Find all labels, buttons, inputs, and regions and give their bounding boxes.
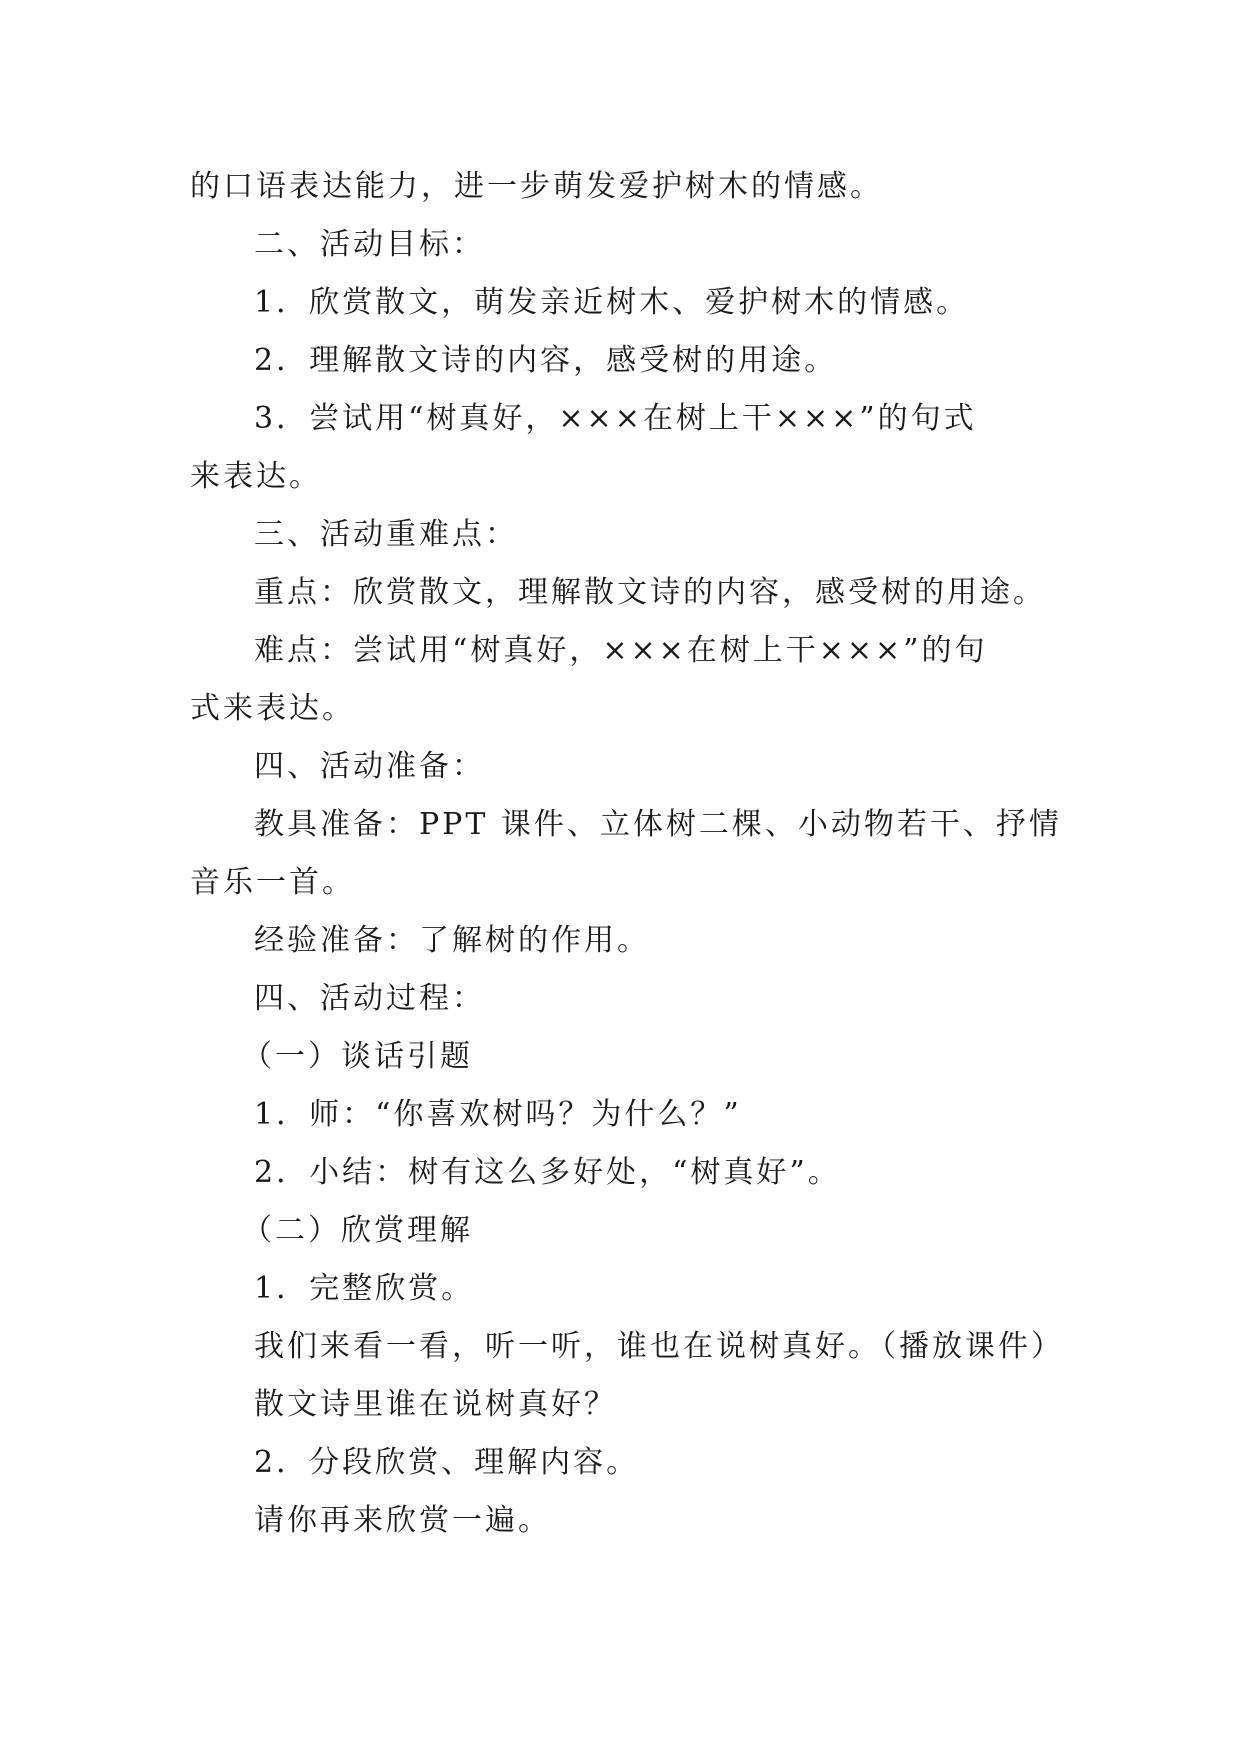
- goal-item-3: 3．尝试用“树真好，×××在树上干×××”的句式: [254, 401, 977, 436]
- difficult-point-continuation: 式来表达。: [190, 691, 355, 726]
- section-heading-preparation: 四、活动准备：: [254, 749, 485, 784]
- section-heading-key-points: 三、活动重难点：: [254, 517, 518, 552]
- process-step-2: 2．小结：树有这么多好处，“树真好”。: [254, 1155, 841, 1190]
- document-body: [190, 158, 1064, 1550]
- materials-preparation-line: 教具准备：PPT 课件、立体树二棵、小动物若干、抒情: [254, 807, 1062, 842]
- appreciation-instruction: 我们来看一看，听一听，谁也在说树真好。（播放课件）: [254, 1329, 1064, 1364]
- section-heading-goals: 二、活动目标：: [254, 227, 485, 262]
- materials-preparation-continuation: 音乐一首。: [190, 865, 355, 900]
- experience-preparation-line: 经验准备：了解树的作用。: [254, 923, 650, 958]
- subsection-heading-appreciation: （二）欣赏理解: [242, 1213, 473, 1248]
- appreciation-repeat-instruction: 请你再来欣赏一遍。: [254, 1503, 551, 1538]
- key-point-line: 重点：欣赏散文，理解散文诗的内容，感受树的用途。: [254, 575, 1046, 610]
- appreciation-step-2: 2．分段欣赏、理解内容。: [254, 1445, 640, 1480]
- subsection-heading-intro: （一）谈话引题: [242, 1039, 473, 1074]
- section-heading-process: 四、活动过程：: [254, 981, 485, 1016]
- paragraph-continuation: 的口语表达能力，进一步萌发爱护树木的情感。: [190, 169, 883, 204]
- goal-item-1: 1．欣赏散文，萌发亲近树木、爱护树木的情感。: [254, 285, 970, 320]
- goal-item-3-continuation: 来表达。: [190, 459, 322, 494]
- appreciation-step-1: 1．完整欣赏。: [254, 1271, 475, 1306]
- goal-item-2: 2．理解散文诗的内容，感受树的用途。: [254, 343, 838, 378]
- process-step-1: 1．师：“你喜欢树吗？为什么？”: [254, 1097, 742, 1132]
- difficult-point-line: 难点：尝试用“树真好，×××在树上干×××”的句: [254, 633, 988, 668]
- appreciation-question: 散文诗里谁在说树真好？: [254, 1387, 617, 1422]
